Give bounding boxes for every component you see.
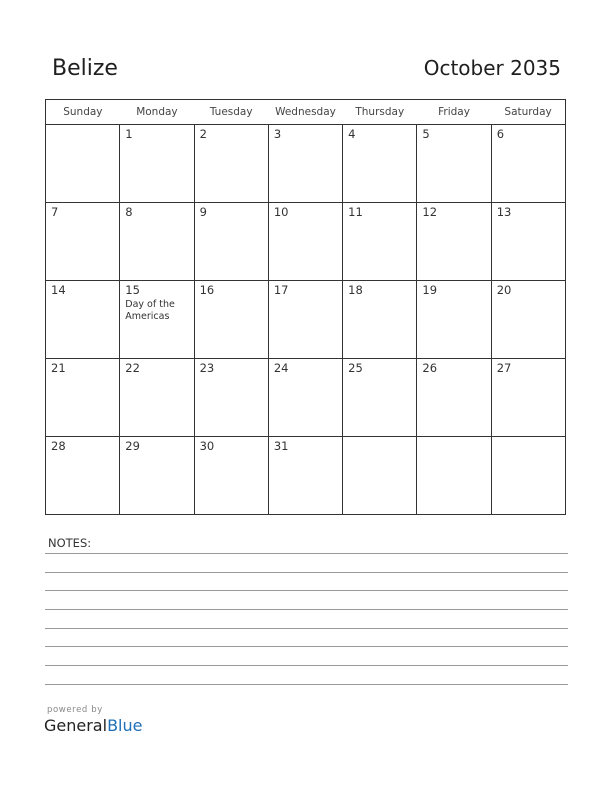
day-cell: [120, 437, 194, 515]
weekday-saturday: Saturday: [491, 100, 565, 125]
day-cell: [268, 281, 342, 359]
day-cell: [268, 125, 342, 203]
day-cell: [194, 437, 268, 515]
day-number: 27: [496, 361, 512, 375]
day-cell: [343, 281, 417, 359]
weekday-wednesday: Wednesday: [268, 100, 342, 125]
day-cell: [194, 125, 268, 203]
day-cell: [120, 125, 194, 203]
day-number: 20: [496, 283, 512, 297]
week-row: [46, 125, 566, 203]
day-number: 1: [125, 127, 133, 141]
day-cell: [417, 281, 491, 359]
day-number: 17: [273, 283, 289, 297]
weekday-monday: Monday: [120, 100, 194, 125]
week-row: [46, 437, 566, 515]
day-number: 29: [125, 439, 140, 453]
month-year-title: October 2035: [423, 56, 561, 80]
powered-by-text: powered by: [47, 705, 103, 715]
day-number: 16: [199, 283, 215, 297]
day-number: 9: [199, 205, 207, 219]
day-cell: [120, 203, 194, 281]
notes-label: NOTES:: [48, 536, 92, 550]
day-number: 7: [51, 205, 59, 219]
day-cell: [417, 125, 491, 203]
day-number: 23: [199, 361, 215, 375]
note-line: [45, 553, 568, 554]
day-cell: [46, 203, 120, 281]
weekday-sunday: Sunday: [46, 100, 120, 125]
day-cell: [491, 281, 565, 359]
note-line: [45, 646, 568, 647]
day-cell: [46, 125, 120, 203]
day-cell: [268, 359, 342, 437]
day-number: 3: [273, 127, 282, 141]
day-number: 22: [125, 361, 140, 375]
day-cell: [417, 437, 491, 515]
day-number: 12: [422, 205, 438, 219]
day-number: 21: [51, 361, 66, 375]
day-cell: [194, 281, 268, 359]
day-cell: [46, 281, 120, 359]
calendar-grid: [45, 99, 566, 515]
day-cell: [491, 359, 565, 437]
weekday-header-row: [46, 100, 566, 125]
brand-blue: Blue: [107, 716, 143, 735]
note-line: [45, 628, 568, 629]
note-line: [45, 590, 568, 591]
day-cell: [120, 281, 194, 359]
day-cell: [343, 359, 417, 437]
day-number: 30: [199, 439, 215, 453]
note-line: [45, 684, 568, 685]
day-number: 19: [422, 283, 438, 297]
day-number: 10: [273, 205, 289, 219]
day-cell: [417, 203, 491, 281]
day-number: 2: [199, 127, 207, 141]
holiday-label: Day of the Americas: [125, 299, 175, 322]
day-cell: [417, 359, 491, 437]
day-cell: [343, 125, 417, 203]
weekday-tuesday: Tuesday: [194, 100, 268, 125]
day-cell: [194, 203, 268, 281]
day-number: 13: [496, 205, 512, 219]
day-cell: [46, 437, 120, 515]
day-cell: [343, 203, 417, 281]
day-number: 14: [51, 283, 66, 297]
day-cell: [194, 359, 268, 437]
day-cell: [343, 437, 417, 515]
country-title: Belize: [52, 56, 118, 81]
day-number: 5: [422, 127, 430, 141]
day-cell: [268, 203, 342, 281]
day-cell: [491, 437, 565, 515]
week-row: [46, 359, 566, 437]
day-number: 11: [348, 205, 363, 219]
day-cell: [268, 437, 342, 515]
day-cell: [491, 203, 565, 281]
day-number: 31: [273, 439, 289, 453]
day-cell: [491, 125, 565, 203]
day-cell: [46, 359, 120, 437]
day-number: 18: [348, 283, 363, 297]
generalblue-logo: [44, 716, 142, 735]
note-line: [45, 609, 568, 610]
weekday-friday: Friday: [417, 100, 491, 125]
note-line: [45, 572, 568, 573]
note-line: [45, 665, 568, 666]
week-row: [46, 281, 566, 359]
brand-general: General: [44, 716, 108, 735]
day-number: 6: [496, 127, 505, 141]
weekday-thursday: Thursday: [343, 100, 417, 125]
day-number: 15: [125, 283, 140, 297]
week-row: [46, 203, 566, 281]
day-number: 26: [422, 361, 438, 375]
day-cell: [120, 359, 194, 437]
day-number: 28: [51, 439, 66, 453]
day-number: 24: [273, 361, 289, 375]
day-number: 4: [348, 127, 356, 141]
day-number: 8: [125, 205, 133, 219]
day-number: 25: [348, 361, 363, 375]
